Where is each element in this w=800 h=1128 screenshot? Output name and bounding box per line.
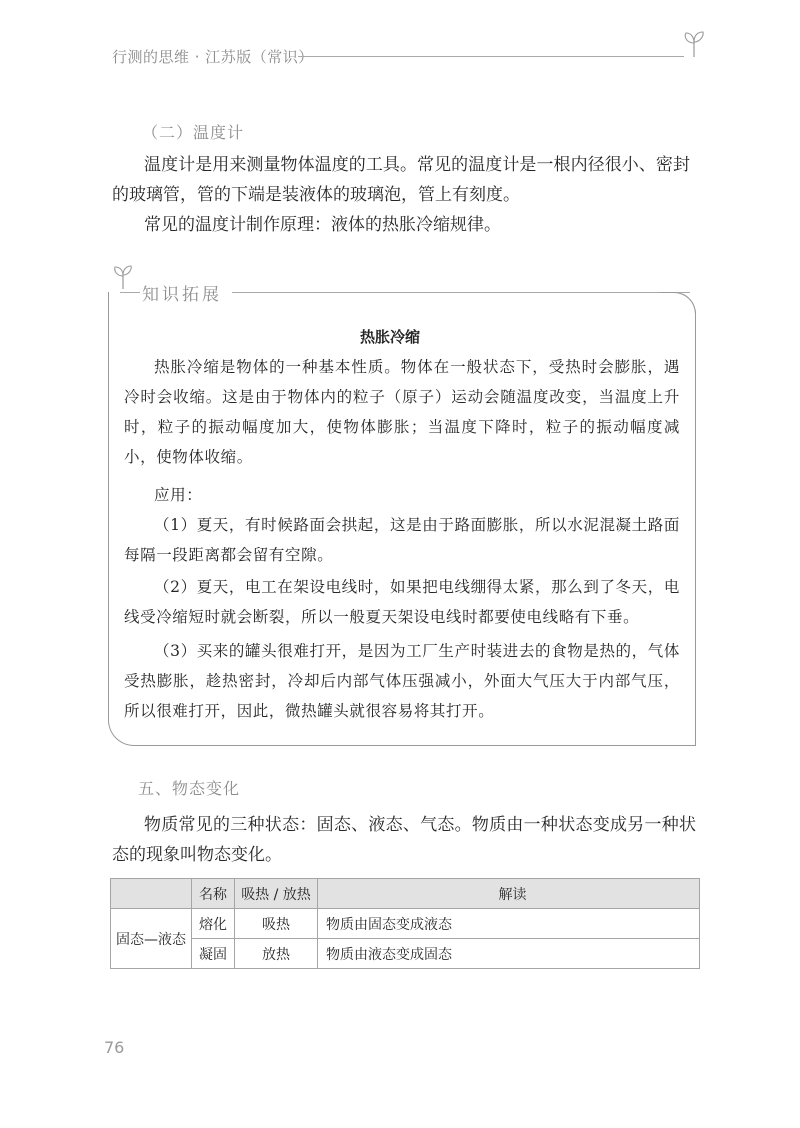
table-header-row	[111, 879, 700, 909]
knowledge-box-label: 知识拓展	[142, 285, 222, 305]
table-cell-name: 熔化	[192, 909, 235, 939]
table-row	[111, 909, 700, 939]
paragraph-state-change: 物质常见的三种状态：固态、液态、气态。物质由一种状态变成另一种状态的现象叫物态变化。	[112, 815, 696, 865]
sprout-icon	[112, 264, 134, 290]
knowledge-paragraph-intro: 热胀冷缩是物体的一种基本性质。物体在一般状态下，受热时会膨胀，遇冷时会收缩。这是由于物体内的粒子（原子）运动会随温度改变，当温度上升时，粒子的振动幅度加大，使物体膨胀；当温度下降时，粒子的振动幅度减小，使物体收缩。	[124, 358, 680, 466]
table-header-cell	[111, 879, 192, 909]
paragraph-thermometer-definition: 温度计是用来测量物体温度的工具。常见的温度计是一根内径很小、密封的玻璃管，管的下端是装液体的玻璃泡，管上有刻度。	[112, 155, 690, 205]
table-row	[111, 939, 700, 969]
table-cell-heat: 吸热	[235, 909, 318, 939]
table-header-cell: 名称	[192, 879, 235, 909]
knowledge-article-title: 热胀冷缩	[360, 328, 421, 346]
table-category-cell: 固态—液态	[111, 909, 192, 969]
paragraph-thermometer-principle: 常见的温度计制作原理：液体的热胀冷缩规律。	[144, 215, 501, 235]
knowledge-paragraph-application-3: （3）买来的罐头很难打开，是因为工厂生产时装进去的食物是热的，气体受热膨胀，趁热密封，冷却后内部气体压强减小，外面大气压大于内部气压，所以很难打开，因此，微热罐头就很容易将其打开。	[124, 642, 680, 720]
table-cell-explanation: 物质由液态变成固态	[318, 939, 700, 969]
knowledge-paragraph-application-2: （2）夏天，电工在架设电线时，如果把电线绷得太紧，那么到了冬天，电线受冷缩短时就会断裂，所以一般夏天架设电线时都要使电线略有下垂。	[124, 578, 680, 626]
table-header-cell: 解读	[318, 879, 700, 909]
knowledge-paragraph-application-label: 应用：	[154, 486, 203, 504]
section-heading-state-change: 五、物态变化	[138, 779, 241, 798]
running-header-title: 行测的思维 · 江苏版（常识）	[112, 48, 314, 66]
table-cell-heat: 放热	[235, 939, 318, 969]
table-cell-name: 凝固	[192, 939, 235, 969]
table-cell-explanation: 物质由固态变成液态	[318, 909, 700, 939]
table-header-cell: 吸热 / 放热	[235, 879, 318, 909]
state-change-table	[110, 878, 700, 969]
page-number: 76	[104, 1038, 125, 1057]
knowledge-box-corner	[660, 292, 696, 316]
sprout-icon	[682, 30, 706, 58]
header-rule	[298, 56, 684, 57]
section-heading-thermometer: （二）温度计	[142, 123, 245, 142]
knowledge-paragraph-application-1: （1）夏天，有时候路面会拱起，这是由于路面膨胀，所以水泥混凝土路面每隔一段距离都会留有空隙。	[124, 516, 680, 564]
